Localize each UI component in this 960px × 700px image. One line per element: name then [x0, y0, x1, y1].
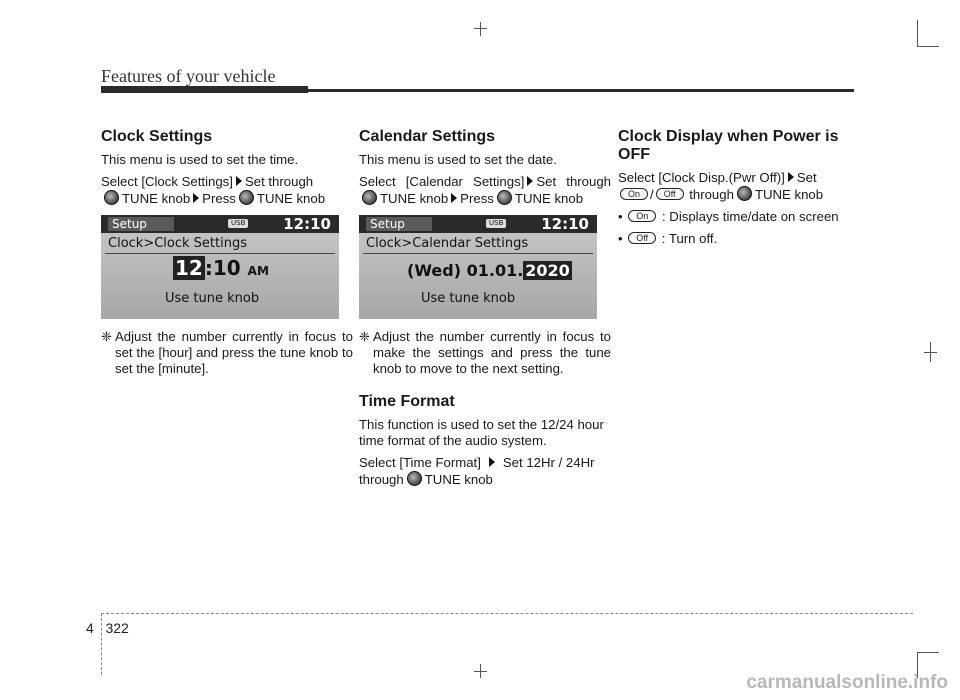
footer-rule: [101, 613, 913, 614]
step-text: Select [Time Format]: [359, 455, 481, 470]
hour-focus: 12: [175, 256, 203, 280]
screen-setup-tab: Setup: [366, 217, 432, 231]
screen-hint: Use tune knob: [421, 291, 516, 306]
clock-settings-screen: [101, 215, 339, 319]
usb-badge: USB: [486, 219, 506, 228]
calendar-settings-steps: [359, 174, 611, 207]
ampm-value: AM: [247, 264, 269, 278]
calendar-settings-screen: [359, 215, 597, 319]
header-title: Features of your vehicle: [101, 66, 276, 86]
time-format-heading: Time Format: [359, 393, 455, 410]
step-text: TUNE knob: [122, 191, 191, 206]
header-bar: [101, 86, 308, 93]
step-text: TUNE knob: [754, 187, 824, 202]
time-format-steps: [359, 455, 611, 488]
arrow-right-icon: [236, 176, 242, 186]
year-focus: 2020: [525, 261, 570, 280]
calendar-settings-heading: Calendar Settings: [359, 128, 496, 145]
screen-breadcrumb: Clock>Clock Settings: [108, 236, 247, 251]
note-mark: ❈: [101, 329, 113, 344]
crop-mark: [917, 652, 939, 653]
screen-time-value: [173, 256, 269, 280]
calendar-settings-section: [359, 128, 611, 494]
step-text: TUNE knob: [380, 191, 449, 206]
note-text: Adjust the number currently in focus to set the [hour] and press the tune knob to set the [minute].: [115, 329, 353, 376]
time-format-intro: This function is used to set the 12/24 hour time format of the audio system.: [359, 417, 604, 448]
step-text: Press: [202, 191, 236, 206]
note-text: Adjust the number currently in focus to make the settings and press the tune knob to move to the next setting.: [373, 329, 611, 376]
note-mark: ❈: [359, 329, 371, 344]
screen-hint: Use tune knob: [165, 291, 260, 306]
bullet-text: : Displays time/date on screen: [661, 209, 839, 224]
clock-settings-section: [101, 128, 353, 377]
screen-time: 12:10: [541, 215, 589, 233]
off-button-icon: Off: [628, 232, 656, 244]
step-text: Press: [460, 191, 494, 206]
clock-settings-heading: Clock Settings: [101, 128, 213, 145]
slash-text: /: [650, 187, 654, 202]
tune-knob-icon: [362, 190, 377, 205]
tune-knob-icon: [239, 190, 254, 205]
page-number: [86, 620, 129, 636]
arrow-right-icon: [451, 193, 457, 203]
clock-settings-note: [101, 329, 353, 377]
screen-divider: [105, 253, 335, 254]
clock-settings-intro: This menu is used to set the time.: [101, 152, 299, 167]
usb-badge: USB: [228, 219, 248, 228]
step-text: Set 12Hr / 24Hr through: [359, 455, 595, 487]
screen-date-value: [407, 263, 572, 279]
clock-display-heading: Clock Display when Power is OFF: [618, 128, 839, 163]
step-text: Set: [796, 170, 817, 185]
chapter-number: 4: [86, 620, 94, 636]
crop-mark: [917, 20, 918, 46]
arrow-right-icon: [527, 176, 533, 186]
step-text: Select [Calendar Settings]: [359, 174, 525, 189]
tune-knob-icon: [407, 471, 422, 486]
on-button-icon: On: [628, 210, 656, 222]
clock-display-steps: [618, 170, 863, 203]
bullet-off: • Off : Turn off.: [618, 231, 718, 246]
day-value: (Wed): [407, 261, 462, 280]
crop-mark: [474, 28, 487, 29]
clock-settings-steps: [101, 174, 353, 207]
screen-divider: [363, 253, 593, 254]
step-text: TUNE knob: [256, 191, 326, 206]
on-button-icon: On: [620, 188, 648, 200]
screen-setup-tab: Setup: [108, 217, 174, 231]
bullet-on: • On : Displays time/date on screen: [618, 209, 839, 224]
step-text: Set through: [244, 174, 314, 189]
calendar-settings-note: [359, 329, 611, 377]
screen-time: 12:10: [283, 215, 331, 233]
step-text: TUNE knob: [424, 472, 493, 487]
date-value: 01.01.: [466, 261, 524, 280]
off-button-icon: Off: [656, 188, 684, 200]
arrow-right-icon: [788, 172, 794, 182]
step-text: Set through: [536, 174, 612, 189]
step-text: Select [Clock Disp.(Pwr Off)]: [618, 170, 785, 185]
minute-value: :10: [204, 256, 241, 280]
bullet-text: : Turn off.: [661, 231, 718, 246]
crop-mark: [474, 671, 487, 672]
arrow-right-icon: [489, 457, 495, 467]
crop-mark: [924, 352, 937, 353]
clock-display-section: [618, 128, 863, 253]
tune-knob-icon: [737, 186, 752, 201]
crop-mark: [480, 22, 481, 36]
calendar-settings-intro: This menu is used to set the date.: [359, 152, 557, 167]
arrow-right-icon: [193, 193, 199, 203]
step-text: Select [Clock Settings]: [101, 174, 233, 189]
step-text: through: [689, 187, 734, 202]
step-text: TUNE knob: [514, 191, 584, 206]
watermark: carmanualsonline.info: [746, 672, 948, 693]
screen-breadcrumb: Clock>Calendar Settings: [366, 236, 529, 251]
crop-mark: [917, 46, 939, 47]
tune-knob-icon: [497, 190, 512, 205]
tune-knob-icon: [104, 190, 119, 205]
page-number-value: 322: [105, 620, 129, 636]
